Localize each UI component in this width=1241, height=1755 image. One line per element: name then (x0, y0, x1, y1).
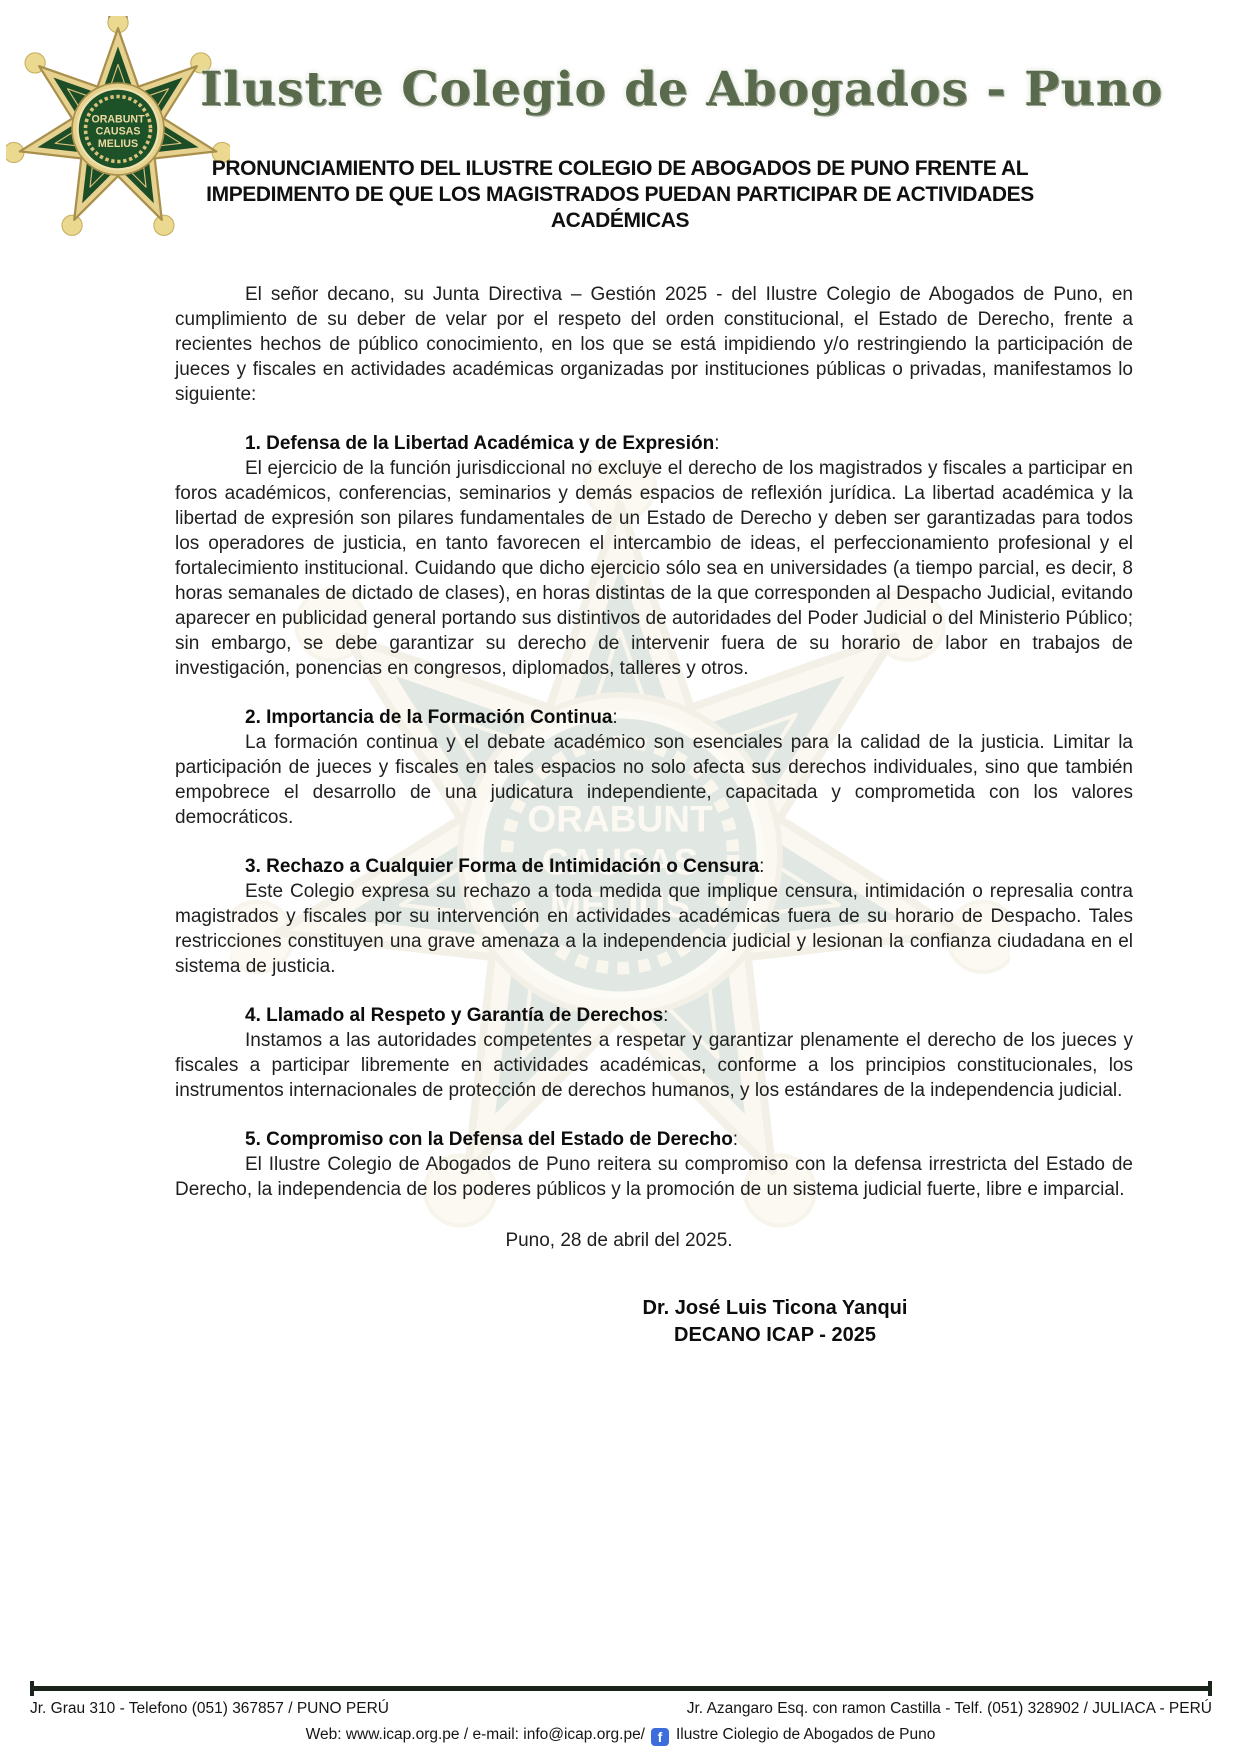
section-heading-colon: : (612, 707, 618, 728)
section-3 (175, 854, 1133, 979)
section-paragraph: El ejercicio de la función jurisdiccional no excluye el derecho de los magistrados y fiscales a participar en foros académicos, conferencias, seminarios y demás espacios de reflexión jurídica. La libertad académica y la libertad de expresión son pilares fundamentales de un Estado de Derecho y deben ser garantizadas para todos los operadores de justicia, en tanto favorecen el intercambio de ideas, el perfeccionamiento profesional y el fortalecimiento institucional. Cuidando que dicho ejercicio sólo sea en universidades (a tiempo parcial, es decir, 8 horas semanales de dictado de clases), en horas distintas de la que corresponden al Despacho Judicial, evitando aparecer en publicidad general portando sus distintivos de autoridades del Poder Judicial o del Ministerio Público; sin embargo, se debe garantizar su derecho de intervenir fuera de su horario de labor en trabajos de investigación, ponencias en congresos, diplomados, talleres y otros. (175, 458, 1133, 679)
signature-block (535, 1295, 1015, 1349)
section-4 (175, 1003, 1133, 1103)
section-heading-text: 4. Llamado al Respeto y Garantía de Derechos (245, 1005, 664, 1026)
footer-address-juliaca: Jr. Azangaro Esq. con ramon Castilla - Telf. (051) 328902 / JULIACA - PERÚ (686, 1700, 1212, 1717)
section-paragraph: La formación continua y el debate académico son esenciales para la calidad de la justicia. Limitar la participación de jueces y fiscales en tales espacios no solo afecta sus derechos individuales, sino que también empobrece el desarrollo de una judicatura independiente, capacitada y comprometida con los valores democráticos. (175, 732, 1133, 828)
facebook-icon: f (651, 1728, 669, 1746)
section-heading (175, 1127, 1133, 1152)
section-heading-text: 5. Compromiso con la Defensa del Estado de Derecho (245, 1129, 733, 1150)
section-paragraph: El Ilustre Colegio de Abogados de Puno reitera su compromiso con la defensa irrestricta del Estado de Derecho, la independencia de los poderes públicos y la promoción de un sistema judicial fuerte, libre e imparcial. (175, 1154, 1133, 1200)
footer-addresses (30, 1700, 1212, 1718)
section-paragraph: Este Colegio expresa su rechazo a toda medida que implique censura, intimidación o represalia contra magistrados y fiscales por su intervención en actividades académicas fuera de su horario de Despacho. Tales restricciones constituyen una grave amenaza a la independencia judicial y lesionan la confianza ciudadana en el sistema de justicia. (175, 881, 1133, 977)
signature-name: Dr. José Luis Ticona Yanqui (642, 1297, 908, 1319)
signature-role: DECANO ICAP - 2025 (674, 1324, 876, 1346)
section-heading (175, 1003, 1133, 1028)
footer-web-line (0, 1726, 1241, 1746)
document-title: PRONUNCIAMIENTO DEL ILUSTRE COLEGIO DE ABOGADOS DE PUNO FRENTE AL IMPEDIMENTO DE QUE LOS MAGISTRADOS PUEDAN PARTICIPAR DE ACTIVIDADES ACADÉMICAS (206, 157, 1034, 232)
logo-motto-line-3: MELIUS (97, 137, 139, 150)
footer-divider (30, 1686, 1212, 1691)
section-heading-text: 3. Rechazo a Cualquier Forma de Intimidación o Censura (245, 856, 760, 877)
section-1 (175, 431, 1133, 681)
logo-motto-line-1: ORABUNT (91, 113, 145, 126)
section-heading (175, 431, 1133, 456)
section-2 (175, 705, 1133, 830)
section-heading (175, 705, 1133, 730)
footer-facebook-page-label: Ilustre Ciolegio de Abogados de Puno (676, 1726, 936, 1743)
section-paragraph: Instamos a las autoridades competentes a respetar y garantizar plenamente el derecho de los jueces y fiscales a participar libremente en actividades académicas, conforme a los principios constitucionales, los instrumentos internacionales de protección de derechos humanos, y los estándares de la independencia judicial. (175, 1030, 1133, 1101)
organization-name: Ilustre Colegio de Abogados - Puno (200, 62, 1164, 117)
section-heading-colon: : (663, 1005, 669, 1026)
section-heading-text: 1. Defensa de la Libertad Académica y de Expresión (245, 433, 715, 454)
document-body (175, 282, 1133, 1349)
logo-motto-line-2: CAUSAS (95, 125, 141, 138)
footer-address-puno: Jr. Grau 310 - Telefono (051) 367857 / PUNO PERÚ (30, 1700, 389, 1717)
section-heading-colon: : (732, 1129, 739, 1150)
section-heading-colon: : (759, 856, 765, 877)
dateline: Puno, 28 de abril del 2025. (505, 1230, 733, 1251)
section-heading-colon: : (714, 433, 720, 454)
intro-paragraph: El señor decano, su Junta Directiva – Gestión 2025 - del Ilustre Colegio de Abogados de Puno, en cumplimiento de su deber de velar por el respeto del orden constitucional, el Estado de Derecho, frente a recientes hechos de público conocimiento, en los que se está impidiendo y/o restringiendo la participación de jueces y fiscales en actividades académicas organizadas por instituciones públicas o privadas, manifestamos lo siguiente: (175, 284, 1133, 405)
section-5 (175, 1127, 1133, 1202)
section-heading-text: 2. Importancia de la Formación Continua (245, 707, 613, 728)
footer-web-text: Web: www.icap.org.pe / e-mail: info@icap.org.pe/ (305, 1726, 645, 1743)
section-heading (175, 854, 1133, 879)
